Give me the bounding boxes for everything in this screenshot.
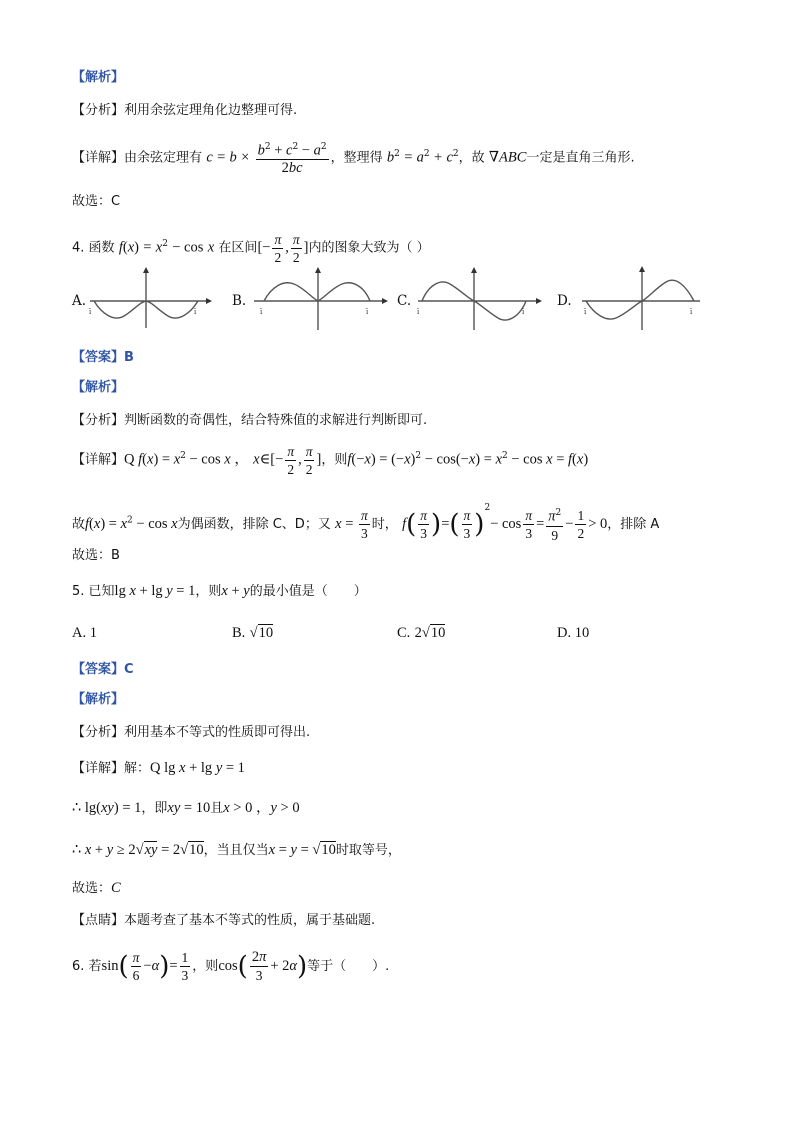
q4-answer-label: 【答案】B	[72, 350, 134, 365]
q4-opt-c-label: C.	[397, 293, 412, 309]
q5-step-2: ∴ x + y ≥ 2√xy = 2√10，当且仅当x = y = √10时取等号，	[72, 842, 401, 858]
x-axis-arrow	[382, 298, 388, 304]
q4-graph-b	[250, 264, 390, 332]
q5-stem: 5. 已知lg x + lg y = 1，则x + y的最小值是（ ）	[72, 583, 367, 599]
q4-opt-d-label: D.	[557, 293, 572, 309]
q4-graph-a	[86, 264, 212, 330]
q5-comment: 【点睛】本题考查了基本不等式的性质，属于基础题.	[72, 913, 376, 928]
q4-graph-d	[578, 264, 704, 332]
q5-opt-d: D. 10	[557, 625, 590, 641]
q4-final-answer: 故选：B	[72, 548, 120, 563]
q5-jiexi-label: 【解析】	[72, 692, 125, 707]
x-axis-arrow	[536, 298, 542, 304]
q4-opt-b-label: B.	[232, 293, 247, 309]
tick-left: ī	[417, 308, 420, 316]
q5-final-answer: 故选：C	[72, 880, 121, 896]
q5-opt-a: A. 1	[72, 625, 97, 641]
tick-left: ī	[89, 308, 92, 316]
q5-detail: 【详解】解：Q lg x + lg y = 1	[72, 760, 245, 776]
curve	[586, 280, 694, 319]
q5-analysis: 【分析】利用基本不等式的性质即可得出.	[72, 725, 311, 740]
p3-analysis: 【分析】利用余弦定理角化边整理可得.	[72, 103, 298, 118]
y-axis-arrow	[143, 267, 149, 273]
q5-opt-b: B. √10	[232, 625, 274, 641]
tick-right: ī	[366, 308, 369, 316]
y-axis-arrow	[639, 266, 645, 272]
curve	[264, 283, 370, 301]
q5-answer-label: 【答案】C	[72, 662, 134, 677]
q4-opt-a-label: A.	[72, 293, 87, 309]
y-axis-arrow	[471, 267, 477, 273]
x-axis-arrow	[206, 298, 212, 304]
p3-detail: 【详解】由余弦定理有 c = b × $\frac{b^2 + c^2 - a^2}{2bc}$ ，整理得 $b^2 = a^2 + c^2$，故 ∇ABC一定是直角三角形.	[72, 134, 635, 179]
tick-left: ī	[260, 308, 263, 316]
y-axis-arrow	[315, 267, 321, 273]
q4-graph-c	[414, 264, 546, 332]
q4-detail: 【详解】Q $f(x) = x^2 - \cos x$ ， x∈[− $\frac{\pi}{2}$ , $\frac{\pi}{2}$ ]，则$f(-x) = (-x)^2 - \cos(-x) = x^2 - \cos x = f(x)$	[72, 443, 589, 477]
q4-conclusion: 故$f(x) = x^2 - \cos x$为偶函数，排除 C、D；又 x = $\frac{\pi}{3}$ 时， f( $\frac{\pi}{3}$ )=( $\frac{\pi}{3}$ )$^2$− cos $\frac{\pi}{3}$ = $\frac{\pi^2}{9}$ − $\frac{1}{2}$ > 0，排除 A	[72, 503, 660, 543]
q4-analysis: 【分析】判断函数的奇偶性，结合特殊值的求解进行判断即可.	[72, 413, 428, 428]
tick-right: ī	[690, 308, 693, 316]
q4-jiexi-label: 【解析】	[72, 380, 125, 395]
tick-left: ī	[584, 308, 587, 316]
q4-stem: 4. 函数 $f(x) = x^2 - \cos x$ 在区间[− $\frac{\pi}{2}$ , $\frac{\pi}{2}$ ]内的图象大致为（ ）	[72, 231, 430, 265]
q5-step-1: ∴ lg(xy) = 1，即xy = 10且x > 0 ，y > 0	[72, 800, 300, 816]
jiexi-label: 【解析】	[72, 70, 125, 85]
p3-answer: 故选：C	[72, 194, 121, 209]
q6-stem: 6. 若sin( $\frac{\pi}{6}$ −α)= $\frac{1}{3}$ ，则cos( $\frac{2\pi}{3}$ + 2α)等于（ ）.	[72, 949, 390, 983]
q5-opt-c: C. 2√10	[397, 625, 446, 641]
tick-right: ī	[194, 308, 197, 316]
tick-right: ī	[522, 308, 525, 316]
